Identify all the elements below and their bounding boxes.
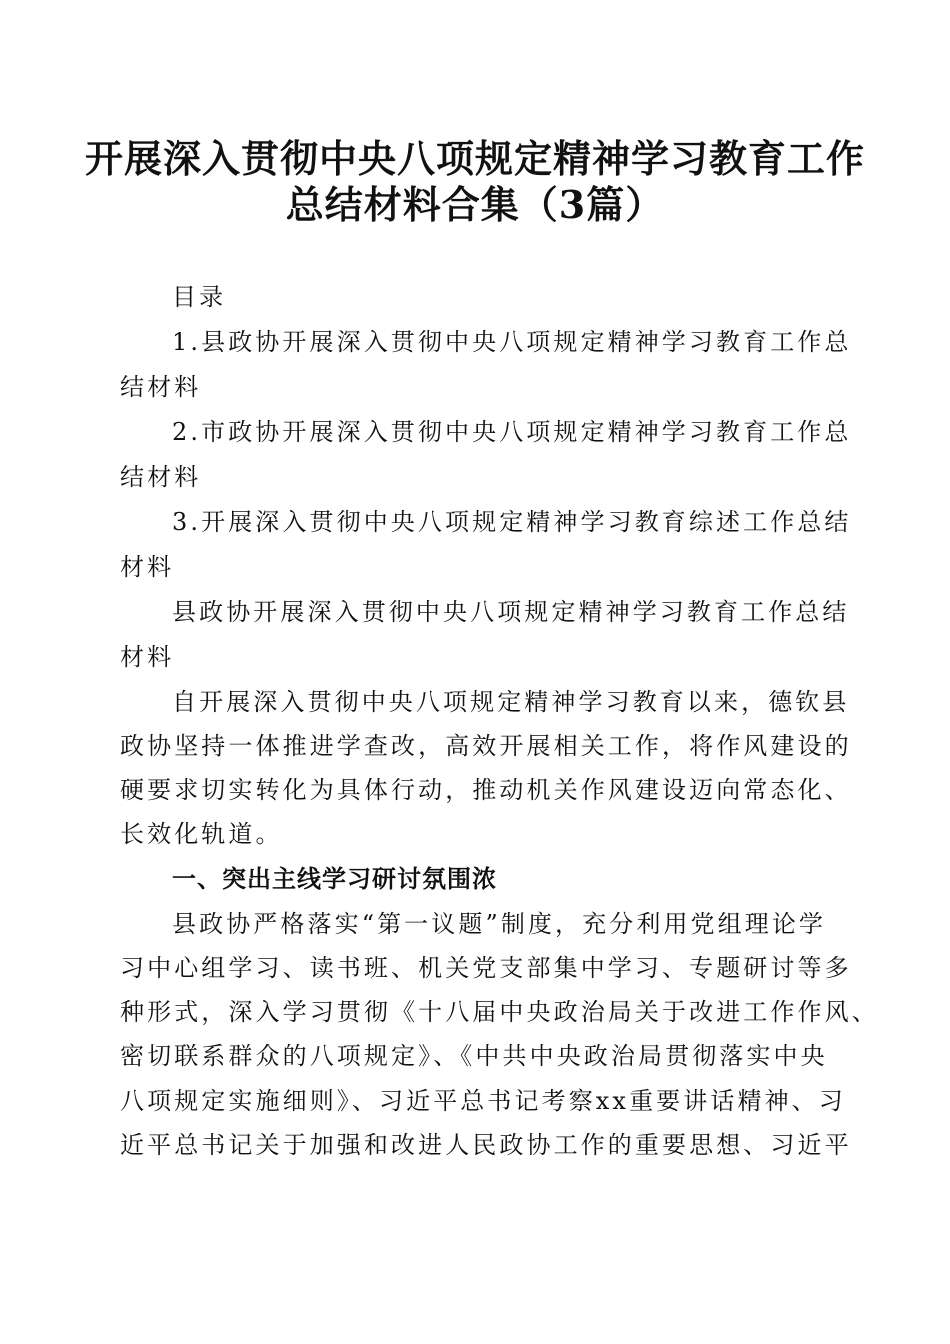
- toc-item-3-line-1: 3.开展深入贯彻中央八项规定精神学习教育综述工作总结: [172, 508, 852, 536]
- toc-item-2-line-2: 结材料: [120, 463, 202, 491]
- toc-item-2-line-1: 2.市政协开展深入贯彻中央八项规定精神学习教育工作总: [172, 418, 852, 446]
- intro-paragraph-line: 自开展深入贯彻中央八项规定精神学习教育以来，德钦县: [172, 688, 850, 716]
- section-1-body-line: 近平总书记关于加强和改进人民政协工作的重要思想、习近平: [120, 1131, 852, 1159]
- intro-paragraph-line: 硬要求切实转化为具体行动，推动机关作风建设迈向常态化、: [120, 776, 852, 804]
- intro-paragraph-line: 长效化轨道。: [120, 820, 283, 848]
- section-1-body-line: 密切联系群众的八项规定》、《中共中央政治局贯彻落实中央: [120, 1042, 828, 1070]
- toc-item-3-line-2: 材料: [120, 553, 175, 581]
- section-1-body-line: 习中心组学习、读书班、机关党支部集中学习、专题研讨等多: [120, 954, 852, 982]
- document-title-line-1: 开展深入贯彻中央八项规定精神学习教育工作: [84, 136, 865, 181]
- section-1-heading: 一、突出主线学习研讨氛围浓: [172, 865, 497, 893]
- toc-heading: 目录: [172, 283, 227, 311]
- intro-paragraph-line: 政协坚持一体推进学查改，高效开展相关工作，将作风建设的: [120, 732, 852, 760]
- toc-item-1-line-2: 结材料: [120, 373, 202, 401]
- toc-item-1-line-1: 1.县政协开展深入贯彻中央八项规定精神学习教育工作总: [172, 328, 852, 356]
- document-title-line-2: 总结材料合集（3篇）: [285, 182, 665, 227]
- section-1-body-line: 八项规定实施细则》、习近平总书记考察xx重要讲话精神、习: [120, 1087, 846, 1115]
- article-title-line-2: 材料: [120, 643, 175, 671]
- section-1-body-line: 县政协严格落实“第一议题”制度，充分利用党组理论学: [172, 910, 827, 938]
- article-title-line-1: 县政协开展深入贯彻中央八项规定精神学习教育工作总结: [172, 598, 850, 626]
- section-1-body-line: 种形式，深入学习贯彻《十八届中央政治局关于改进工作作风、: [120, 998, 879, 1026]
